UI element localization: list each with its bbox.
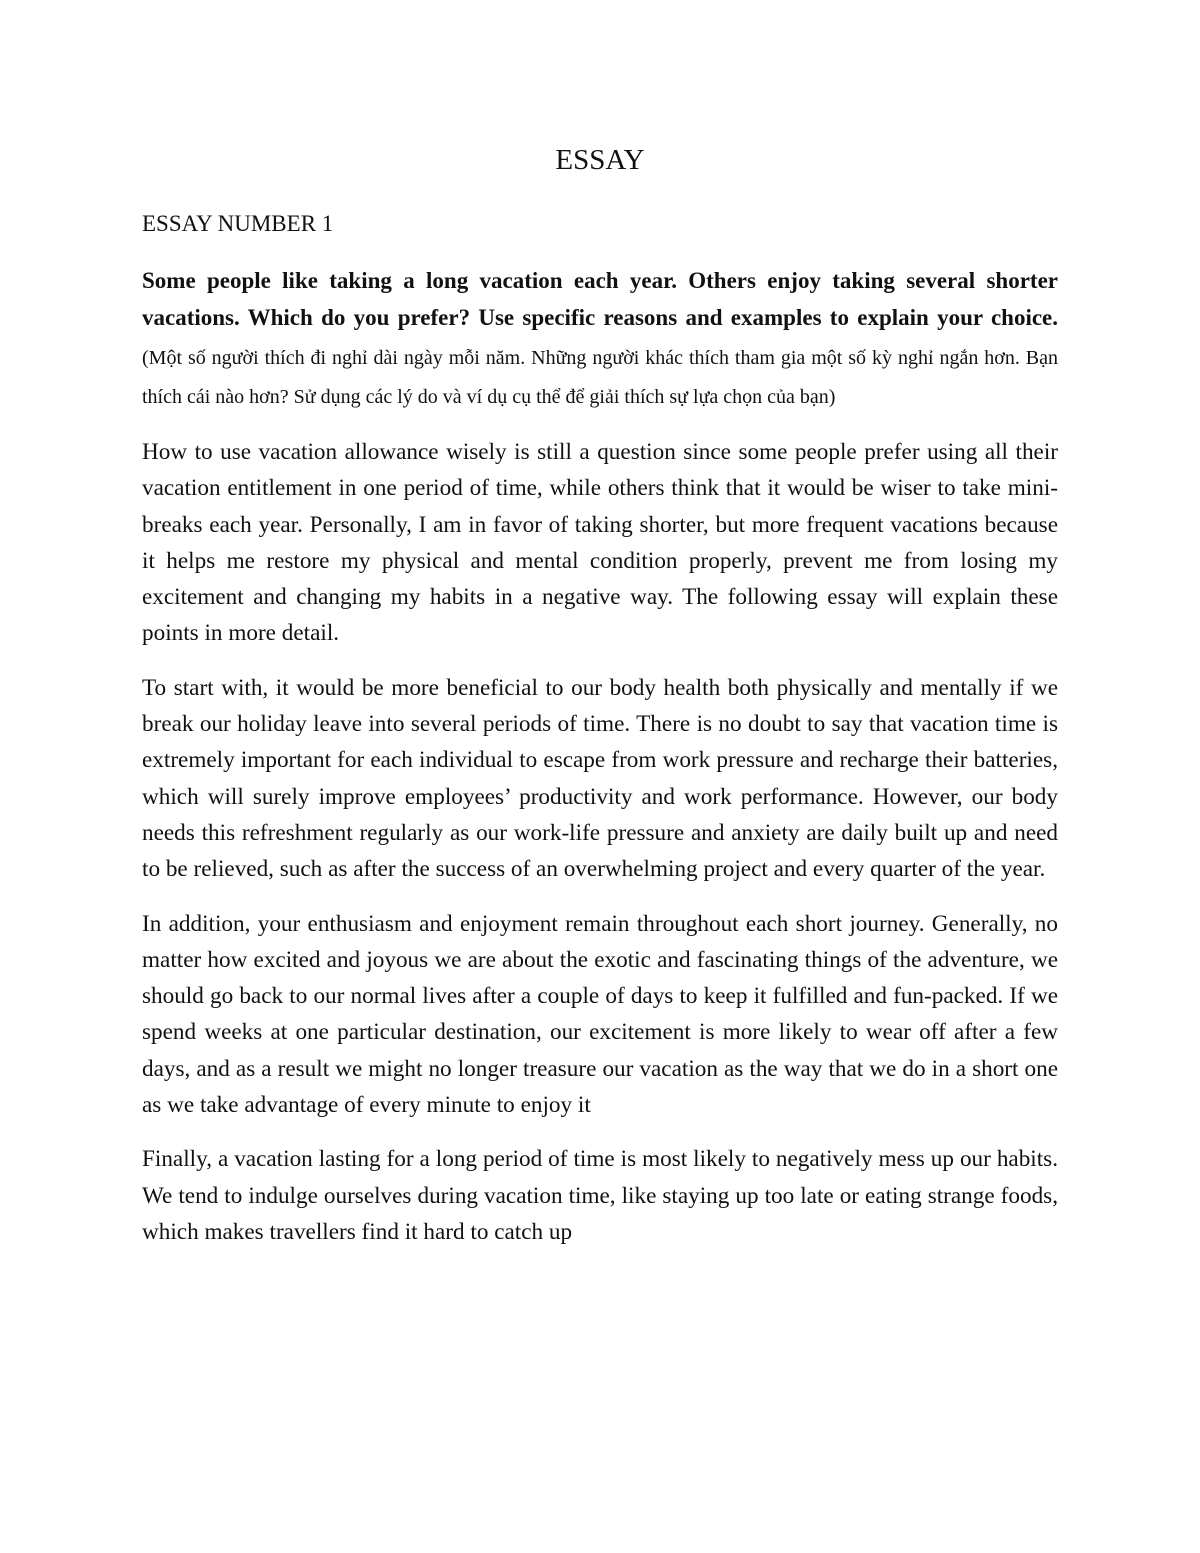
prompt-english: Some people like taking a long vacation each year. Others enjoy taking several shorter vacations. Which do you prefer? Use specific reasons and examples to explain your choice. xyxy=(142,268,1058,330)
document-title: ESSAY xyxy=(555,144,645,176)
document-page xyxy=(142,140,1058,1268)
essay-prompt xyxy=(142,262,1058,416)
paragraph-body-3: Finally, a vacation lasting for a long period of time is most likely to negatively mess up our habits. We tend to indulge ourselves during vacation time, like staying up too late or eating strange foods, which makes travellers find it hard to catch up xyxy=(142,1146,1058,1245)
prompt-vietnamese: (Một số người thích đi nghỉ dài ngày mỗi năm. Những người khác thích tham gia một số kỳ nghỉ ngắn hơn. Bạn thích cái nào hơn? Sử dụng các lý do và ví dụ cụ thể để giải thích sự lựa chọn của bạn) xyxy=(142,347,1058,408)
paragraph-intro: How to use vacation allowance wisely is still a question since some people prefer using all their vacation entitlement in one period of time, while others think that it would be wiser to take mini-breaks each year. Personally, I am in favor of taking shorter, but more frequent vacations because it helps me restore my physical and mental condition properly, prevent me from losing my excitement and changing my habits in a negative way. The following essay will explain these points in more detail. xyxy=(142,439,1058,647)
paragraph-body-1: To start with, it would be more beneficial to our body health both physically and mentally if we break our holiday leave into several periods of time. There is no doubt to say that vacation time is extremely important for each individual to escape from work pressure and recharge their batteries, which will surely improve employees’ productivity and work performance. However, our body needs this refreshment regularly as our work-life pressure and anxiety are daily built up and need to be relieved, such as after the success of an overwhelming project and every quarter of the year. xyxy=(142,674,1058,883)
paragraph-body-2: In addition, your enthusiasm and enjoyment remain throughout each short journey. Generally, no matter how excited and joyous we are about the exotic and fascinating things of the adventure, we should go back to our normal lives after a couple of days to keep it fulfilled and fun-packed. If we spend weeks at one particular destination, our excitement is more likely to wear off after a few days, and as a result we might no longer treasure our vacation as the way that we do in a short one as we take advantage of every minute to enjoy it xyxy=(142,910,1058,1119)
essay-number-heading: ESSAY NUMBER 1 xyxy=(142,211,334,236)
